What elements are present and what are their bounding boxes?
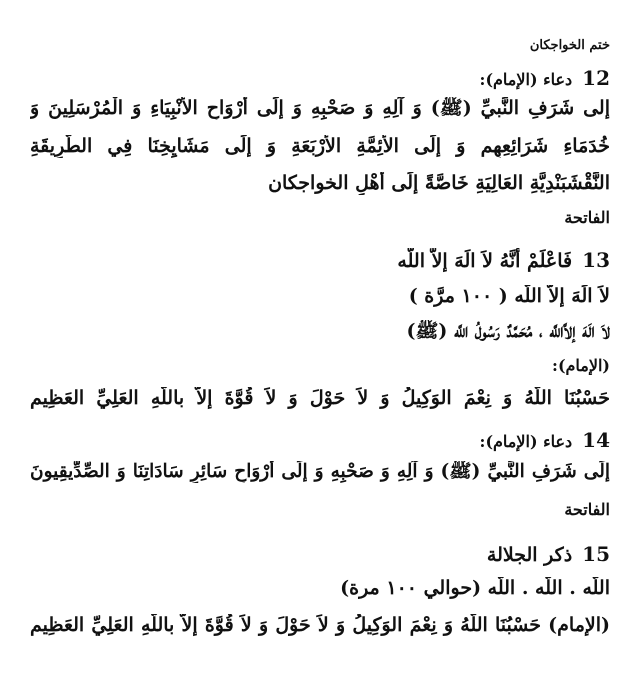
section-14-line-1: إلَى شَرَفِ النَّبيِّ (ﷺ) وَ آلِهِ وَ صَحْبِهِ وَ إلَى أرْوَاحِ سَائِرِ سَادَاتِنَا وَ الصِّدِّيقِيونَ <box>30 461 610 482</box>
section-12-line-1: إلى شَرَفِ النَّبيِّ (ﷺ) وَ آلِهِ وَ صَحْبِهِ وَ إلَى أرْوَاحِ الأَنْبِيَاءِ وَ الْمُرْسَلِينَ وَ <box>30 97 610 119</box>
section-15-line-1: اللَّه . اللَّه . اللَّه (حوالي ١٠٠ مرة) <box>340 577 610 599</box>
section-13-line-2: لاَ الَهَ إلاَّاللَّه ، مُحَمَّدٌ رَسُولُ اللَّه (ﷺ) <box>406 320 610 342</box>
section-13-line-1: لاَ الَهَ إلاَّ اللَّه ( ١٠٠ مرَّة ) <box>408 285 610 307</box>
section-12-line-3: النَّقْشَبَنْدِيَّةِ العَالِيَةِ خَاصَّةً إلَى أهْلِ الخواجكان <box>268 172 610 194</box>
section-14-number: 14 <box>582 428 610 452</box>
section-13-imam-label: (الإمام): <box>552 356 610 375</box>
section-15-line-2: (الإمام) حَسْبُنَا اللَّهُ وَ نِعْمَ الوَكِيلُ وَ لاَ حَوْلَ وَ لاَ قُوَّةَ إلاَّ باللَّهِ العَلِيِّ العَظِيم <box>30 614 610 636</box>
section-14-heading-line <box>30 428 610 453</box>
section-12-heading-line <box>30 66 610 91</box>
running-title: ختم الخواجكان <box>529 38 610 53</box>
section-12-fatiha: الفاتحة <box>564 208 610 227</box>
section-13-line-4: حَسْبُنَا اللَّهُ وَ نِعْمَ الوَكِيلُ وَ لاَ حَوْلَ وَ لاَ قُوَّةَ إلاَّ باللَّهِ العَلِيِّ العَظِيم <box>30 387 610 409</box>
section-13-number: 13 <box>582 248 610 272</box>
section-13-heading: فَاعْلَمْ أَنَّهُ لاَ الَهَ إلاَّ اللَّه <box>397 250 573 272</box>
section-13-heading-line <box>30 248 610 273</box>
section-14-fatiha: الفاتحة <box>564 500 610 519</box>
section-12-line-2: خُدَمَاءِ شَرَائِعِهِم وَ إلَى الأَئِمَّةِ الأَرْبَعَةِ وَ إلَى مَشَايِخِنَا فِي الطَّرِيقَةِ <box>30 135 610 157</box>
section-15-number: 15 <box>582 542 610 566</box>
section-12-heading: دعاء (الإمام): <box>479 70 573 89</box>
section-12-number: 12 <box>582 66 610 90</box>
section-15-heading-line <box>30 542 610 567</box>
section-15-heading: ذكر الجلالة <box>486 544 573 566</box>
section-14-heading: دعاء (الإمام): <box>479 432 573 451</box>
